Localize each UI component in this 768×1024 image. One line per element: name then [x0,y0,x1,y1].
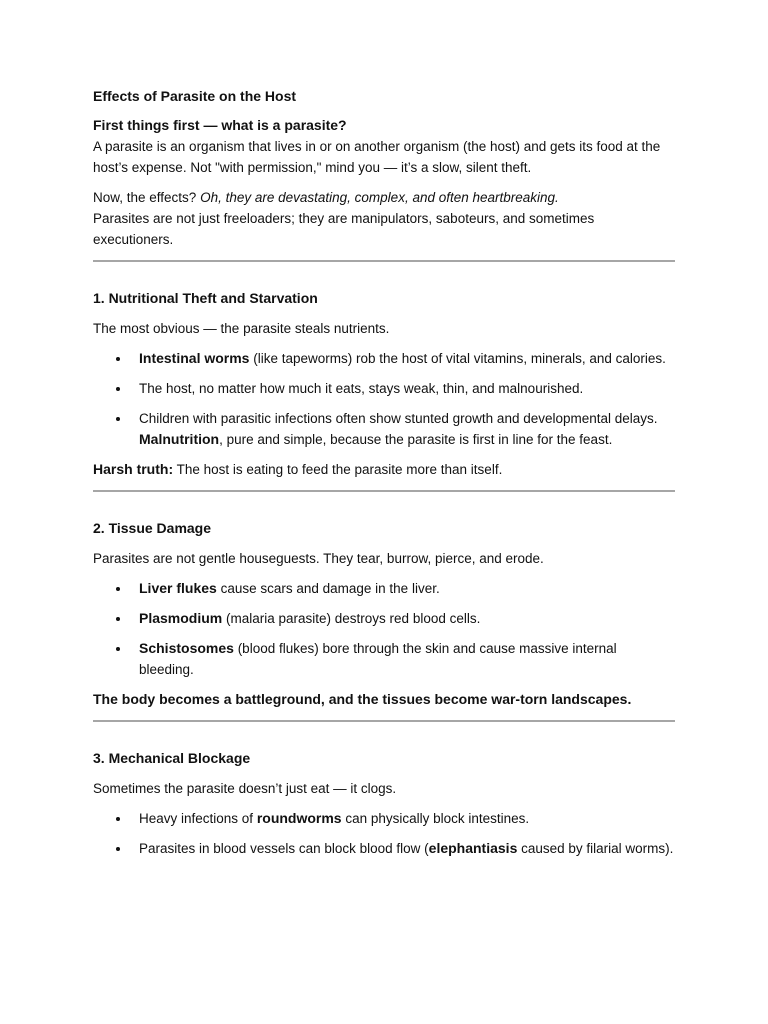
section-1-heading: 1. Nutritional Theft and Starvation [93,290,318,306]
list-item [93,838,675,859]
list-item [93,378,675,399]
section-2-heading: 2. Tissue Damage [93,520,212,536]
section-1-truth [93,459,675,480]
intro-definition: A parasite is an organism that lives in or on another organism (the host) and gets its food at the host’s expense. Not "with permission," mind you — it’s a slow, silent theft. [93,139,661,175]
list-item [93,608,675,629]
term: roundworms [256,810,342,826]
list-item-text: caused by filarial worms). [517,841,674,856]
list-item-text: Heavy infections of [139,811,257,826]
term: Plasmodium [139,610,223,626]
intro-effects-follow: Parasites are not just freeloaders; they are manipulators, saboteurs, and sometimes executioners. [93,211,595,247]
list-item-text: The host, no matter how much it eats, stays weak, thin, and malnourished. [139,381,584,396]
list-item-text: Parasites in blood vessels can block blood flow ( [139,841,429,856]
list-item [93,638,675,680]
intro-heading: First things first — what is a parasite? [93,117,347,133]
section-2-closing: The body becomes a battleground, and the tissues become war-torn landscapes. [93,691,632,707]
list-item [93,808,675,829]
section-divider [93,490,675,492]
section-1-list [93,348,675,450]
intro-effects-italic: Oh, they are devastating, complex, and often heartbreaking. [200,190,559,205]
truth-label: Harsh truth: [93,461,174,477]
list-item-text: can physically block intestines. [341,811,530,826]
section-3-list [93,808,675,859]
term: Malnutrition [139,431,220,447]
list-item-text: (like tapeworms) rob the host of vital vitamins, minerals, and calories. [249,351,666,366]
section-2-list [93,578,675,680]
term: elephantiasis [428,840,518,856]
list-item [93,578,675,599]
list-item-text: Children with parasitic infections often show stunted growth and developmental delays. [139,411,658,426]
list-item-text: (malaria parasite) destroys red blood cells. [222,611,481,626]
list-item [93,408,675,450]
intro-effects-lead: Now, the effects? [93,190,201,205]
list-item-text: (blood flukes) bore through the skin and cause massive internal bleeding. [139,641,617,677]
truth-text: The host is eating to feed the parasite more than itself. [173,462,503,477]
document-title: Effects of Parasite on the Host [93,88,297,104]
document-body [93,86,675,868]
list-item-text: , pure and simple, because the parasite is first in line for the feast. [219,432,613,447]
section-3-heading: 3. Mechanical Blockage [93,750,251,766]
section-1-lead: The most obvious — the parasite steals nutrients. [93,321,390,336]
intro-effects [93,187,675,208]
term: Intestinal worms [139,350,250,366]
section-divider [93,720,675,722]
section-2-lead: Parasites are not gentle houseguests. They tear, burrow, pierce, and erode. [93,551,544,566]
list-item-text: cause scars and damage in the liver. [216,581,440,596]
term: Schistosomes [139,640,234,656]
term: Liver flukes [139,580,217,596]
list-item [93,348,675,369]
section-3-lead: Sometimes the parasite doesn’t just eat — it clogs. [93,781,397,796]
section-divider [93,260,675,262]
